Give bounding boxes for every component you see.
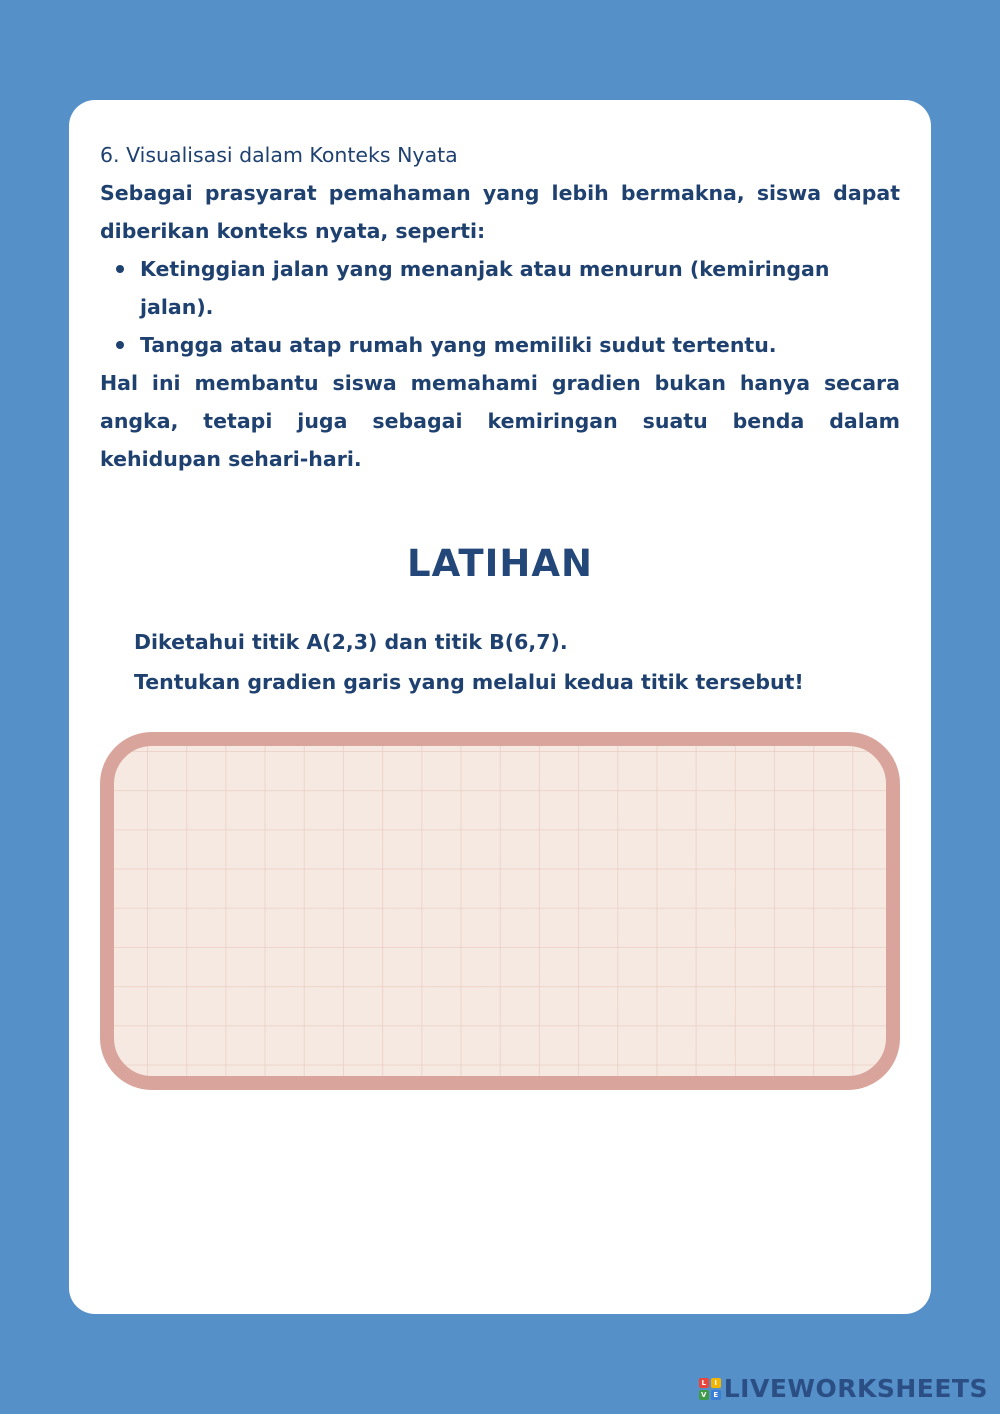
- logo-letter: I: [711, 1378, 721, 1388]
- logo-letter: V: [699, 1390, 709, 1400]
- list-item-text: Ketinggian jalan yang menanjak atau menurun (kemiringan jalan).: [140, 257, 830, 319]
- question-line-1: Diketahui titik A(2,3) dan titik B(6,7).: [134, 630, 568, 654]
- section-text: [100, 136, 900, 478]
- liveworksheets-brand: [699, 1374, 988, 1403]
- closing-paragraph: Hal ini membantu siswa memahami gradien bukan hanya secara angka, tetapi juga sebagai kemiringan suatu benda dalam kehidupan sehari-hari.: [100, 371, 900, 471]
- intro-paragraph: Sebagai prasyarat pemahaman yang lebih bermakna, siswa dapat diberikan konteks nyata, seperti:: [100, 181, 900, 243]
- answer-box[interactable]: [100, 732, 900, 1090]
- list-item: [100, 250, 900, 326]
- bullet-icon: [116, 265, 124, 273]
- section-title: 6. Visualisasi dalam Konteks Nyata: [100, 143, 458, 167]
- context-list: [100, 250, 900, 364]
- question-line-2: Tentukan gradien garis yang melalui kedua titik tersebut!: [134, 670, 804, 694]
- bullet-icon: [116, 341, 124, 349]
- list-item: [100, 326, 900, 364]
- logo-letter: E: [711, 1390, 721, 1400]
- liveworksheets-logo-icon: [699, 1378, 721, 1400]
- brand-name: LIVEWORKSHEETS: [723, 1374, 988, 1403]
- list-item-text: Tangga atau atap rumah yang memiliki sudut tertentu.: [140, 333, 777, 357]
- logo-letter: L: [699, 1378, 709, 1388]
- exercise-question: [134, 622, 804, 702]
- exercise-heading: LATIHAN: [407, 542, 593, 585]
- answer-input[interactable]: [114, 746, 890, 1080]
